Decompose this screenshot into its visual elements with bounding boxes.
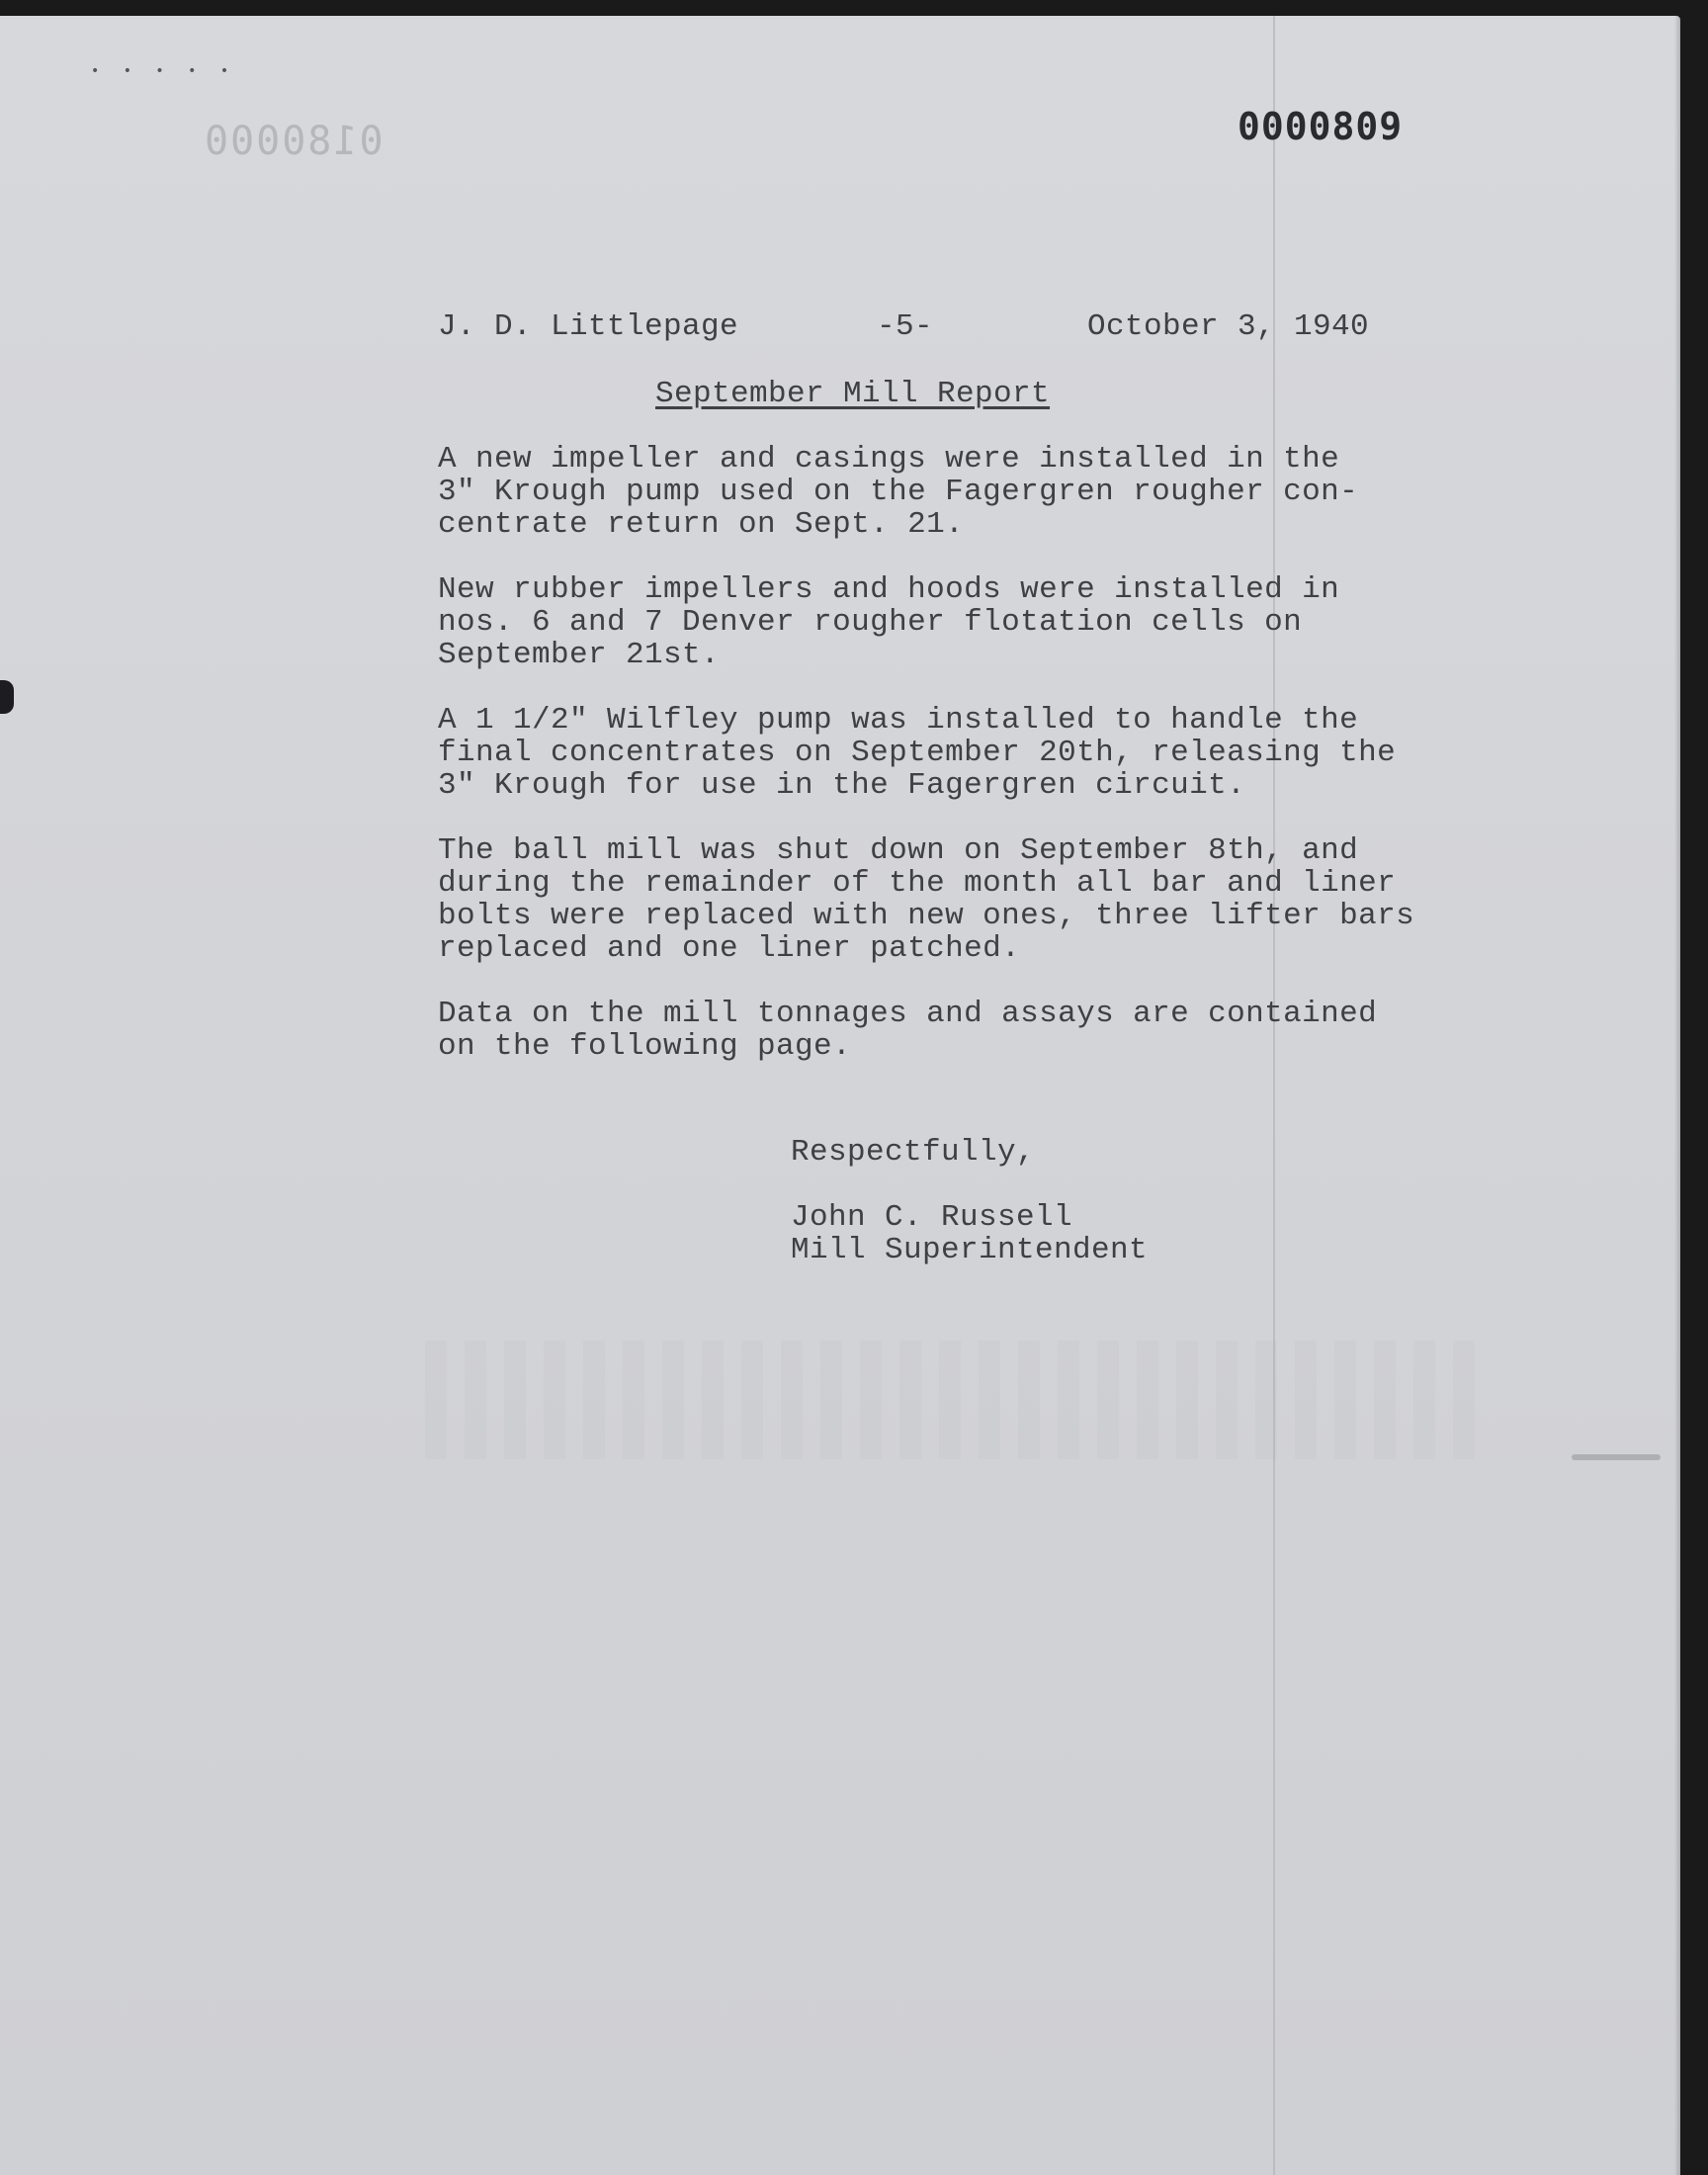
closing-salutation: Respectfully, <box>791 1135 1036 1170</box>
report-title: September Mill Report <box>655 377 1051 411</box>
document-number: 0000809 <box>1238 105 1404 148</box>
paragraph-data-note: Data on the mill tonnages and assays are contained on the following page. <box>438 997 1378 1064</box>
paragraph-pump-impeller: A new impeller and casings were installed in the 3" Krough pump used on the Fagergren rougher con- centrate return on Sept. 21. <box>438 442 1359 542</box>
ink-smudge <box>1572 1454 1661 1460</box>
signature-block: John C. Russell Mill Superintendent <box>791 1200 1149 1267</box>
bleed-through-marks <box>425 1341 1493 1459</box>
margin-specks: • • • • • <box>91 63 239 79</box>
recipient-name: J. D. Littlepage <box>438 309 739 344</box>
letter-date: October 3, 1940 <box>1087 309 1370 344</box>
paragraph-flotation-cells: New rubber impellers and hoods were installed in nos. 6 and 7 Denver rougher flotation cells on September 21st. <box>438 572 1340 672</box>
page-number: -5- <box>877 309 934 344</box>
bleed-through-number: 0180000 <box>203 119 384 164</box>
binder-clip-mark <box>0 680 14 714</box>
paper-sheet <box>0 16 1680 2175</box>
paragraph-ball-mill: The ball mill was shut down on September 8th, and during the remainder of the month all bar and liner bolts were replaced with new ones, three lifter bars replaced and one liner patched. <box>438 833 1415 966</box>
report-body <box>438 443 1486 1095</box>
paragraph-wilfley-pump: A 1 1/2" Wilfley pump was installed to handle the final concentrates on September 20th, releasing the 3" Krough for use in the Fagergren circuit. <box>438 703 1397 803</box>
letter-header <box>0 310 1680 346</box>
